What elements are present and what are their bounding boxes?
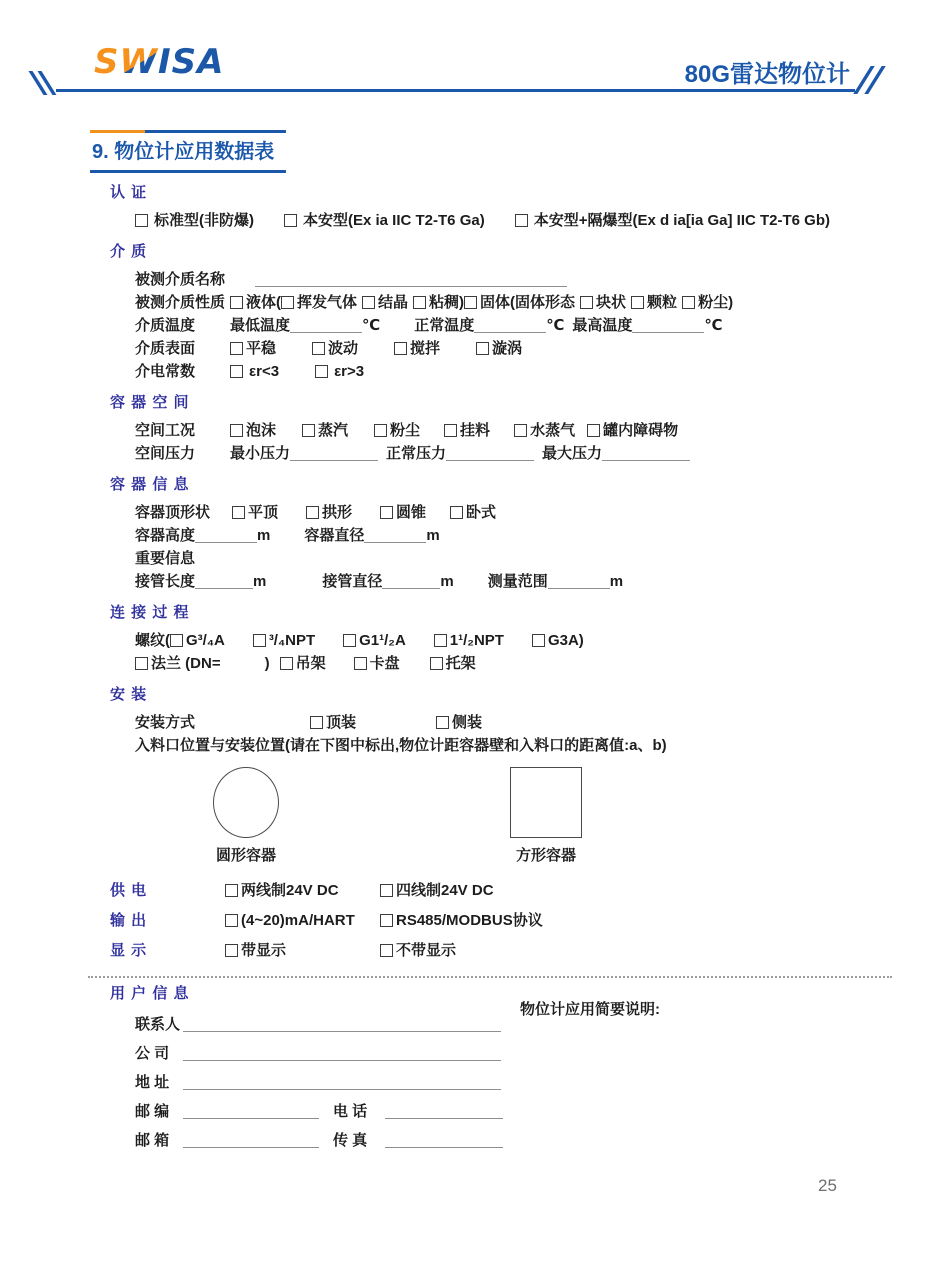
option-label: G1¹/₂A [359, 632, 406, 649]
section-container-info [110, 475, 874, 593]
section-container-space [110, 393, 874, 465]
section-process-connection [110, 603, 874, 675]
header-rule [56, 89, 855, 92]
spacer [276, 352, 312, 353]
spacer [485, 224, 515, 225]
checkbox-icon[interactable] [230, 296, 243, 309]
field-label: 正常压力 [386, 445, 447, 462]
square-container-figure [510, 767, 582, 865]
form-row [135, 1039, 874, 1068]
user-info-wrap [110, 984, 874, 1155]
application-note-title: 物位计应用简要说明: [520, 1001, 660, 1018]
option-label: 漩涡 [492, 340, 523, 357]
checkbox-icon[interactable] [280, 657, 293, 670]
field-label: m [609, 573, 624, 590]
title-underline [90, 170, 286, 173]
form-row [135, 1010, 874, 1039]
option-label: 挂料 [460, 422, 491, 439]
blank-field[interactable] [385, 1102, 503, 1119]
option-label: 结晶 [378, 294, 409, 311]
section-output [110, 909, 874, 932]
checkbox-icon[interactable] [394, 342, 407, 355]
blank-field[interactable] [548, 572, 610, 589]
blank-field[interactable] [382, 572, 440, 589]
checkbox-icon[interactable] [354, 657, 367, 670]
checkbox-option[interactable] [430, 652, 476, 675]
spacer [358, 352, 394, 353]
checkbox-option[interactable] [225, 879, 380, 902]
blank-field[interactable] [183, 1102, 319, 1119]
option-label: 拱形 [322, 504, 353, 521]
blank-field[interactable] [195, 526, 257, 543]
field-label: ℃ [704, 317, 723, 334]
blank-field[interactable] [290, 444, 378, 461]
field-label: 安装方式 [135, 714, 196, 731]
checkbox-icon[interactable] [436, 716, 449, 729]
option-label: 波动 [328, 340, 359, 357]
checkbox-option[interactable] [587, 419, 678, 442]
field-label: 介电常数 [135, 363, 196, 380]
option-label: RS485/MODBUS协议 [396, 912, 543, 929]
option-label: 顶装 [326, 714, 357, 731]
field-label: ℃ [546, 317, 565, 334]
page-number: 25 [818, 1176, 837, 1195]
section-power [110, 879, 874, 902]
checkbox-option[interactable] [394, 337, 440, 360]
spacer [406, 644, 434, 645]
field-label: 空间压力 [135, 445, 196, 462]
checkbox-option[interactable] [380, 879, 494, 902]
blank-field[interactable] [183, 1131, 319, 1148]
blank-field[interactable] [602, 444, 690, 461]
field-label: 接管长度 [135, 573, 196, 590]
checkbox-icon[interactable] [514, 424, 527, 437]
checkbox-option[interactable] [515, 209, 830, 232]
title-accent-line [90, 130, 286, 133]
checkbox-option[interactable] [281, 291, 357, 314]
doc-title: 80G雷达物位计 [684, 61, 850, 88]
circle-container-figure [213, 767, 279, 865]
field-label: 邮 编 [135, 1103, 170, 1120]
checkbox-option[interactable] [232, 501, 278, 524]
section-heading-container-space: 容 器 空 间 [110, 394, 190, 411]
checkbox-option[interactable] [380, 909, 543, 932]
checkbox-icon[interactable] [450, 506, 463, 519]
checkbox-option[interactable] [413, 291, 464, 314]
option-label: 颗粒 [647, 294, 678, 311]
form-row [135, 442, 874, 465]
field-label: 入料口位置与安装位置(请在下图中标出,物位计距容器壁和入料口的距离值:a、b) [135, 737, 667, 754]
option-label: 卧式 [466, 504, 497, 521]
checkbox-option[interactable] [306, 501, 352, 524]
field-label: 正常温度 [414, 317, 475, 334]
checkbox-option[interactable] [514, 419, 575, 442]
option-label: 本安型(Ex ia IIC T2-T6 Ga) [303, 212, 485, 229]
checkbox-option[interactable] [170, 629, 225, 652]
checkbox-option[interactable] [315, 360, 364, 383]
form-row [135, 629, 874, 652]
checkbox-option[interactable] [476, 337, 522, 360]
circle-shape [213, 767, 279, 838]
field-label: 最高温度 [572, 317, 633, 334]
field-label: m [257, 527, 271, 544]
blank-field[interactable] [183, 1044, 501, 1061]
blank-field[interactable] [255, 270, 567, 287]
field-label: 公 司 [135, 1045, 170, 1062]
section-heading-medium: 介 质 [110, 243, 148, 260]
spacer [348, 434, 374, 435]
section-heading-installation: 安 装 [110, 686, 148, 703]
checkbox-icon[interactable] [232, 506, 245, 519]
form-row [135, 360, 874, 383]
checkbox-icon[interactable] [413, 296, 426, 309]
checkbox-option[interactable] [374, 419, 420, 442]
option-label: εr>3 [334, 363, 365, 380]
checkbox-icon[interactable] [315, 365, 328, 378]
spacer [278, 516, 306, 517]
checkbox-icon[interactable] [682, 296, 695, 309]
checkbox-icon[interactable] [343, 634, 356, 647]
checkbox-option[interactable] [135, 209, 254, 232]
blank-field[interactable] [290, 316, 362, 333]
checkbox-option[interactable] [253, 629, 315, 652]
checkbox-icon[interactable] [430, 657, 443, 670]
checkbox-icon[interactable] [515, 214, 528, 227]
option-label: 粉尘) [698, 294, 734, 311]
checkbox-option[interactable] [135, 652, 221, 675]
section-heading-user-info: 用 户 信 息 [110, 985, 190, 1002]
field-label: m [253, 573, 267, 590]
field-label: ℃ [362, 317, 381, 334]
section-installation [110, 685, 874, 865]
spacer [225, 644, 253, 645]
checkbox-icon[interactable] [374, 424, 387, 437]
spacer [270, 539, 304, 540]
checkbox-icon[interactable] [464, 296, 477, 309]
checkbox-option[interactable] [225, 939, 380, 962]
checkbox-option[interactable] [302, 419, 348, 442]
field-label: 螺纹( [135, 632, 170, 649]
form-row [135, 1097, 874, 1126]
blank-field[interactable] [446, 444, 534, 461]
field-label: 空间工况 [135, 422, 196, 439]
dotted-divider [88, 976, 892, 978]
option-label: 粘稠) [429, 294, 465, 311]
checkbox-icon[interactable] [135, 214, 148, 227]
checkbox-icon[interactable] [230, 424, 243, 437]
checkbox-icon[interactable] [230, 365, 243, 378]
checkbox-option[interactable] [362, 291, 408, 314]
blank-field[interactable] [632, 316, 704, 333]
form-row [135, 711, 874, 734]
option-label: 蒸汽 [318, 422, 349, 439]
option-label: 液体( [246, 294, 281, 311]
checkbox-option[interactable] [354, 652, 400, 675]
field-label: 被测介质名称 [135, 271, 226, 288]
field-label: m [440, 573, 454, 590]
option-label: 侧装 [452, 714, 483, 731]
field-label: 容器直径 [304, 527, 365, 544]
field-label: 介质温度 [135, 317, 196, 334]
field-label: 电 话 [333, 1103, 368, 1120]
option-label: 平稳 [246, 340, 277, 357]
section-heading-power: 供 电 [110, 882, 148, 899]
checkbox-icon[interactable] [225, 884, 238, 897]
checkbox-option[interactable] [444, 419, 490, 442]
checkbox-icon[interactable] [312, 342, 325, 355]
field-label: 测量范围 [487, 573, 548, 590]
option-label: ³/₄NPT [268, 632, 316, 649]
spacer [575, 434, 587, 435]
option-label: 平顶 [248, 504, 279, 521]
checkbox-option[interactable] [380, 501, 426, 524]
blank-field[interactable] [183, 1015, 501, 1032]
option-label: 四线制24V DC [396, 882, 494, 899]
section-heading-display: 显 示 [110, 942, 148, 959]
form-row [135, 1126, 874, 1155]
spacer [454, 585, 488, 586]
spacer [326, 667, 354, 668]
form-row [135, 209, 874, 232]
section-heading-process-connection: 连 接 过 程 [110, 604, 190, 621]
checkbox-icon[interactable] [476, 342, 489, 355]
checkbox-icon[interactable] [532, 634, 545, 647]
application-form [110, 183, 874, 1155]
checkbox-icon[interactable] [135, 657, 148, 670]
field-label: 被测介质性质 [135, 294, 226, 311]
option-label: 水蒸气 [530, 422, 576, 439]
page-header [0, 0, 930, 100]
form-row [135, 570, 874, 593]
option-label: 搅拌 [410, 340, 441, 357]
container-shape-figures [135, 767, 874, 865]
checkbox-option[interactable] [532, 629, 584, 652]
checkbox-option[interactable] [230, 360, 279, 383]
form-row [135, 501, 874, 524]
checkbox-icon[interactable] [230, 342, 243, 355]
checkbox-icon[interactable] [284, 214, 297, 227]
section-heading-certification: 认 证 [110, 184, 148, 201]
blank-field[interactable] [195, 572, 253, 589]
section-display [110, 939, 874, 962]
option-label: 1¹/₂NPT [449, 632, 504, 649]
checkbox-option[interactable] [343, 629, 406, 652]
option-label: G3A) [547, 632, 584, 649]
checkbox-icon[interactable] [380, 884, 393, 897]
checkbox-icon[interactable] [225, 914, 238, 927]
spacer [254, 224, 284, 225]
checkbox-icon[interactable] [631, 296, 644, 309]
form-row [225, 939, 456, 962]
form-row [135, 734, 874, 757]
checkbox-icon[interactable] [587, 424, 600, 437]
spacer [276, 434, 302, 435]
form-row [135, 652, 874, 675]
spacer [440, 352, 476, 353]
checkbox-icon[interactable] [306, 506, 319, 519]
spacer [490, 434, 514, 435]
spacer [356, 726, 436, 727]
checkbox-option[interactable] [284, 209, 485, 232]
spacer [319, 1144, 333, 1145]
checkbox-option[interactable] [436, 711, 482, 734]
option-label: 本安型+隔爆型(Ex d ia[ia Ga] IIC T2-T6 Gb) [533, 212, 830, 229]
form-row [135, 314, 874, 337]
checkbox-option[interactable] [310, 711, 356, 734]
section-medium [110, 242, 874, 383]
field-label: 介质表面 [135, 340, 196, 357]
option-label: 块状 [596, 294, 627, 311]
option-label: 卡盘 [369, 655, 400, 672]
checkbox-icon[interactable] [310, 716, 323, 729]
checkbox-icon[interactable] [580, 296, 593, 309]
checkbox-option[interactable] [682, 291, 733, 314]
section-title-block [90, 130, 286, 173]
spacer [279, 375, 315, 376]
spacer [319, 1115, 333, 1116]
field-label: 最低温度 [230, 317, 291, 334]
form-row [225, 879, 494, 902]
blank-field[interactable] [385, 1131, 503, 1148]
checkbox-icon[interactable] [362, 296, 375, 309]
checkbox-option[interactable] [230, 419, 276, 442]
checkbox-icon[interactable] [380, 944, 393, 957]
blank-field[interactable] [364, 526, 426, 543]
checkbox-icon[interactable] [380, 914, 393, 927]
checkbox-option[interactable] [450, 501, 496, 524]
option-label: 固体(固体形态 [480, 294, 576, 311]
option-label: εr<3 [249, 363, 280, 380]
spacer [266, 585, 322, 586]
form-sections [110, 183, 874, 962]
blank-field[interactable] [474, 316, 546, 333]
checkbox-option[interactable] [230, 337, 276, 360]
option-label: 标准型(非防爆) [154, 212, 254, 229]
checkbox-option[interactable] [312, 337, 358, 360]
form-row [135, 547, 874, 570]
option-label: 不带显示 [396, 942, 457, 959]
section-heading-container-info: 容 器 信 息 [110, 476, 190, 493]
spacer [380, 329, 414, 330]
field-label: 重要信息 [135, 550, 196, 567]
spacer [504, 644, 532, 645]
shape-label: 圆形容器 [215, 847, 276, 864]
field-label: 容器顶形状 [135, 504, 211, 521]
field-label: 联系人 [135, 1016, 181, 1033]
option-label: G³/₄A [186, 632, 225, 649]
field-label: 地 址 [135, 1074, 170, 1091]
checkbox-option[interactable] [631, 291, 677, 314]
option-label: 托架 [445, 655, 476, 672]
section-certification [110, 183, 874, 232]
form-row [135, 419, 874, 442]
option-label: 挥发气体 [297, 294, 358, 311]
form-row [135, 1068, 874, 1097]
field-label: 传 真 [333, 1132, 368, 1149]
option-label: 圆锥 [396, 504, 427, 521]
field-label: 最小压力 [230, 445, 291, 462]
checkbox-icon[interactable] [170, 634, 183, 647]
spacer [352, 516, 380, 517]
checkbox-option[interactable] [230, 291, 281, 314]
spacer [564, 329, 572, 330]
form-row [135, 268, 874, 291]
page-title: 9. 物位计应用数据表 [92, 141, 275, 163]
checkbox-option[interactable] [434, 629, 504, 652]
form-row [225, 909, 543, 932]
option-label: 两线制24V DC [241, 882, 339, 899]
spacer [270, 667, 280, 668]
spacer [221, 667, 265, 668]
blank-field[interactable] [183, 1073, 501, 1090]
swisa-logo: SWISA [94, 42, 225, 82]
square-shape [510, 767, 582, 838]
spacer [400, 667, 430, 668]
spacer [426, 516, 450, 517]
checkbox-icon[interactable] [281, 296, 294, 309]
checkbox-icon[interactable] [434, 634, 447, 647]
checkbox-option[interactable] [280, 652, 326, 675]
checkbox-icon[interactable] [225, 944, 238, 957]
option-label: 吊架 [295, 655, 326, 672]
field-label: ) [264, 655, 270, 672]
checkbox-option[interactable] [580, 291, 626, 314]
field-label: 邮 箱 [135, 1132, 170, 1149]
form-row [135, 337, 874, 360]
checkbox-icon[interactable] [380, 506, 393, 519]
option-label: 粉尘 [390, 422, 421, 439]
spacer [315, 644, 343, 645]
checkbox-option[interactable] [380, 939, 456, 962]
field-label: 最大压力 [542, 445, 603, 462]
spacer [378, 457, 386, 458]
checkbox-icon[interactable] [302, 424, 315, 437]
shape-label: 方形容器 [515, 847, 576, 864]
section-heading-output: 输 出 [110, 912, 148, 929]
option-label: 法兰 (DN= [151, 655, 221, 672]
option-label: 罐内障碍物 [603, 422, 679, 439]
option-label: (4~20)mA/HART [241, 912, 355, 929]
field-label: 接管直径 [322, 573, 383, 590]
option-label: 泡沫 [246, 422, 277, 439]
field-label: m [426, 527, 440, 544]
form-row [135, 524, 874, 547]
field-label: 容器高度 [135, 527, 196, 544]
option-label: 带显示 [241, 942, 287, 959]
checkbox-option[interactable] [464, 291, 575, 314]
section-user-info [110, 984, 874, 1155]
checkbox-icon[interactable] [253, 634, 266, 647]
spacer [534, 457, 542, 458]
form-row [135, 291, 874, 314]
checkbox-option[interactable] [225, 909, 380, 932]
checkbox-icon[interactable] [444, 424, 457, 437]
spacer [420, 434, 444, 435]
